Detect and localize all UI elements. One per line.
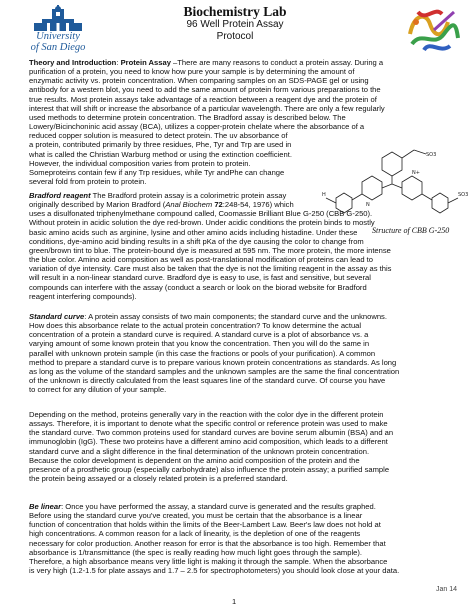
intro-line-11: However, the individual composition varies from protein to protein. xyxy=(29,158,251,168)
intro-line-3: antibody for a western blot, you need to add the same amount of protein form various preparations to the xyxy=(29,85,381,95)
depending-line-5: Because the color development is dependent on the amino acid composition of the protein and the xyxy=(29,455,360,465)
depending-line-6: presence of a prosthetic group (especially carbohydrate) also influence the protein assay; a purified sample xyxy=(29,464,390,474)
standard-line-5: method to prepare a standard curve is to prepare various known protein concentrations as standards. As long xyxy=(29,357,397,367)
logo-text-university: University xyxy=(36,31,80,42)
svg-text:SO3: SO3 xyxy=(458,192,468,198)
standard-line-3: varying amount of some known protein that you know the concentration. Then you will do the same in xyxy=(29,339,370,349)
linear-line-7: is very high (1.2-1.5 for plate assays and 1.7 – 2.5 for spectrophotometers) you should look close at your data. xyxy=(29,566,400,576)
logo-text-san-diego: of San Diego xyxy=(30,42,86,53)
intro-line-4: true results. Most protein assays take advantage of a reaction between a reagent dye and the protein of xyxy=(29,94,377,104)
bradford-line-11: reagent interfering compounds). xyxy=(29,291,137,301)
page-subtitle: 96 Well Protein Assay xyxy=(186,19,284,30)
figure-caption: Structure of CBB G-250 xyxy=(372,226,450,235)
standard-line-7: of the unknown is directly calculated from the least squares line of the standard curve. Of course you have xyxy=(29,376,386,386)
standard-line-1: How does this absorbance relate to the actual protein concentration? To know determine the actual xyxy=(29,321,362,331)
bradford-paragraph xyxy=(29,191,391,301)
university-logo xyxy=(12,5,104,53)
bradford-line-2: uses a disulfonated triphenylmethane compound called, Coomassie Brilliant Blue G-250 (CBB G-250). xyxy=(29,209,373,219)
bradford-line-6: green/brown tint to blue. The protein-bound dye is measured at 595 nm. The more protein, the more intense xyxy=(29,245,391,255)
intro-line-2: enzymatic activity vs. protein concentration. When comparing samples on an SDS-PAGE gel or using xyxy=(29,76,369,86)
standard-curve-paragraph xyxy=(29,312,399,394)
standard-line-8: to correct for any dilution of your sample. xyxy=(29,385,167,395)
document-header xyxy=(130,4,340,42)
bradford-line-0: Bradford reagent The Bradford protein assay is a colorimetric protein assay xyxy=(29,191,287,200)
standard-line-6: as long as the volume of the standard samples and the unknown samples are the same the final concentration xyxy=(29,366,400,376)
protein-ribbon-image xyxy=(404,4,462,56)
linear-line-2: function of concentration that holds within the limits of the Beer-Lambert Law. Beer's law does not hold at xyxy=(29,520,381,530)
bradford-line-7: the blue color. Amino acid composition as well as post-translational modification of proteins can lead to xyxy=(29,255,374,265)
depending-line-3: immunoglobin (IgG). These two proteins have a different amino acid composition, which leads to a different xyxy=(29,437,388,447)
bradford-line-9: will result in a non-linear standard curve. Bradford dye is easy to use, is fast and sensitive, but several xyxy=(29,273,371,283)
linear-line-6: Therefore, a high absorbance means very little light is making it through the sample. When the absorbance xyxy=(29,556,388,566)
intro-line-0: Theory and Introduction: Protein Assay –There are many reasons to conduct a protein assay. During a xyxy=(29,58,384,67)
linear-line-0: Be linear: Once you have performed the assay, a standard curve is generated and the results graphed. xyxy=(29,502,376,511)
depending-line-4: standard curve and a slight difference in the final determination of the unknown protein concentration. xyxy=(29,446,370,456)
bradford-line-5: conditions, dye-amino acid binding results in a shift pKa of the dye causing the color to change from xyxy=(29,236,364,246)
intro-line-10: what is called the Christian Warburg method or using the extinction coefficient. xyxy=(29,149,292,159)
standard-line-0: Standard curve: A protein assay consists of two main components; the standard curve and the unknowns. xyxy=(29,312,387,321)
intro-line-1: purification of a protein, you need to know how pure your sample is by determining the amount of xyxy=(29,67,355,77)
reference-protein-paragraph xyxy=(29,410,393,483)
linear-line-3: high concentrations. A common reason for a lack of linearity, is the depletion of one of the reagents xyxy=(29,529,361,539)
standard-line-2: concentration of a protein a standard curve is required. A standard curve is a plot of absorbance vs. a xyxy=(29,330,369,340)
intro-line-9: a protein, contributed primarily by three residues, Phe, Tyr and Trp are used in xyxy=(29,140,292,150)
page-title: Biochemistry Lab xyxy=(183,4,287,19)
depending-line-1: assays. Therefore, it is important to denote what the specific control or reference protein was used to make xyxy=(29,419,388,429)
svg-text:SO3: SO3 xyxy=(426,152,437,158)
bradford-line-1: originally described by Marion Bradford (Anal Biochem 72:248-54, 1976) which xyxy=(29,200,294,210)
svg-text:H: H xyxy=(322,192,326,198)
footer-date: Jan 14 xyxy=(436,586,458,593)
bradford-line-8: variation of dye intensity. Care must also be taken that the dye is not the limiting reagent in the assay as this xyxy=(29,264,392,274)
mission-building-icon xyxy=(12,5,104,33)
linear-line-4: necessary for color production. Another reason for error is that the absorbance is too high. Remember that xyxy=(29,538,386,548)
intro-line-7: Lowery/Bicinchoninic acid assay (BCA), utilizes a copper-protein chelate where the absorbance of a xyxy=(29,122,365,132)
depending-line-7: the protein being assayed or a closely related protein is a preferred standard. xyxy=(29,474,288,484)
linear-line-5: absorbance is 1/transmittance (the spec is really reading how much light goes through the sample). xyxy=(29,547,363,557)
intro-line-13: several fold from protein to protein. xyxy=(29,177,147,187)
be-linear-paragraph xyxy=(29,502,399,575)
page-number: 1 xyxy=(232,597,237,606)
depending-line-0: Depending on the method, proteins generally vary in the reaction with the color dye in the different protein xyxy=(29,410,384,419)
bradford-line-4: basic amino acids such as arginine, lysine and other amino acids including histadine. Under these xyxy=(29,227,358,237)
standard-line-4: parallel with unknown protein sample (in this case the fractions or pools of your purification). A common xyxy=(29,348,376,358)
svg-text:N: N xyxy=(366,202,370,208)
intro-line-12: Someproteins contain few if any Trp residues, while Tyr andPhe can change xyxy=(29,167,285,177)
page-kind: Protocol xyxy=(216,30,254,42)
intro-line-8: reduced copper solution is measured to detect protein. The uv absorbance of xyxy=(29,131,288,141)
depending-line-2: the standard curve. Two common proteins used for standard curves are bovine serum albumin (BSA) and an xyxy=(29,428,394,438)
svg-text:N+: N+ xyxy=(412,170,420,176)
linear-line-1: Before using the standard curve you've created, you must be certain that the absorbance is a linear xyxy=(29,511,363,521)
intro-line-5: interest that will shift or increase the absorbance of a particular wavelength. There are only a few regularly xyxy=(29,103,385,113)
intro-line-6: used methods to determine protein concentration. The Bradford assay is described below. The xyxy=(29,112,346,122)
bradford-line-10: compounds can interfere with the assay (conduct a search or look on the biorad website for Bradford xyxy=(29,282,367,292)
bradford-line-3: Without protein in acidic solution the dye red-brown. Under acidic conditions the protein binds to mostly xyxy=(29,218,375,228)
